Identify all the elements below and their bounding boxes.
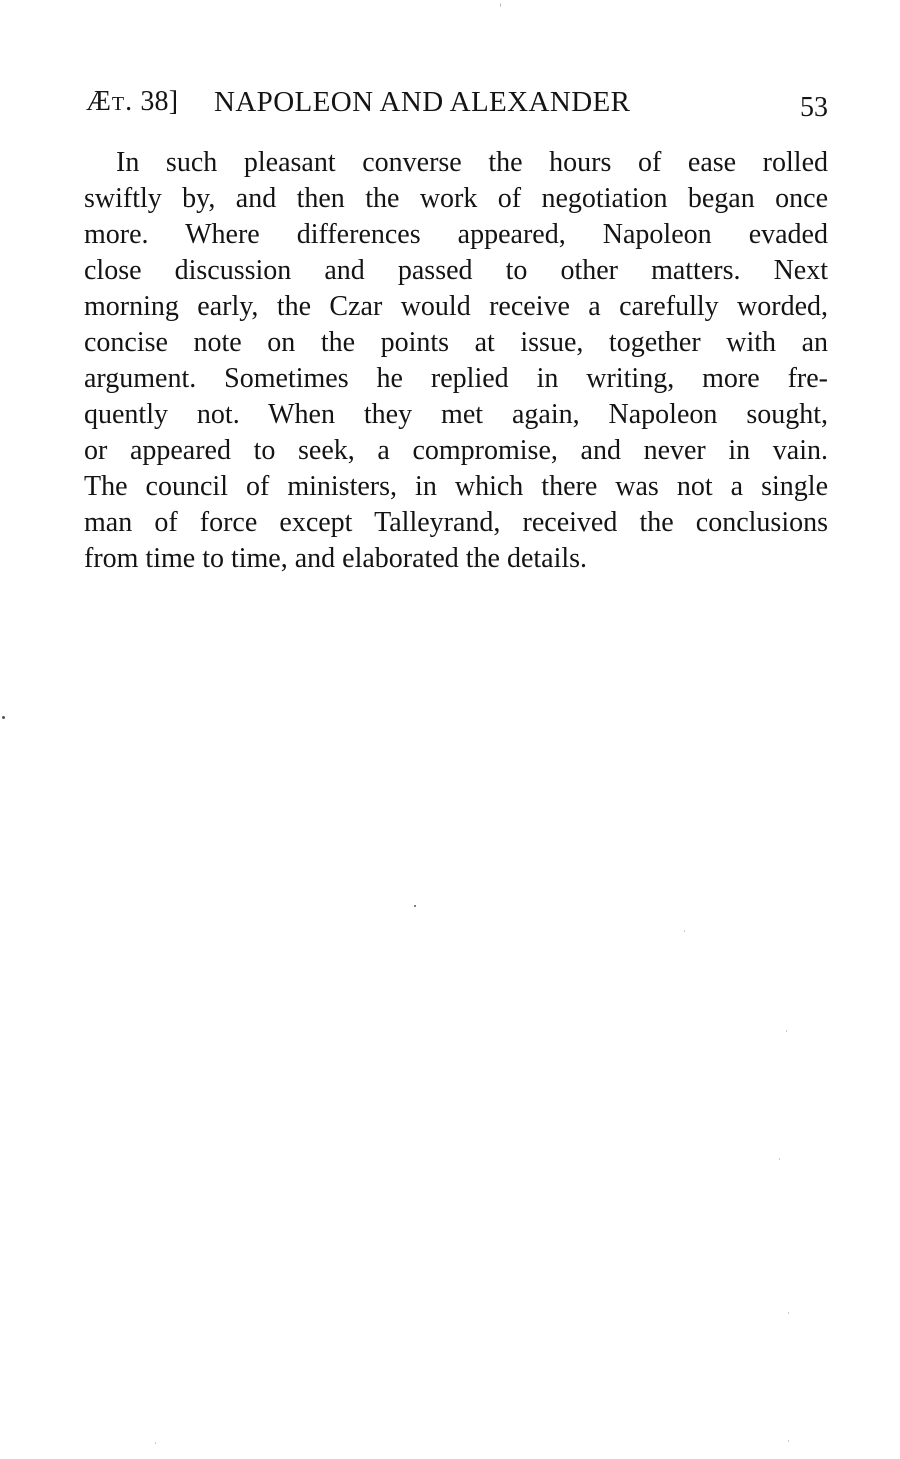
scan-speck — [788, 1440, 789, 1442]
scan-speck — [788, 1312, 789, 1314]
text-line: close discussion and passed to other matters. Next — [84, 255, 828, 286]
text-line: from time to time, and elaborated the details. — [84, 543, 588, 574]
scan-speck — [684, 930, 685, 932]
scan-speck — [155, 1442, 156, 1444]
text-line: morning early, the Czar would receive a carefully worded, — [84, 291, 828, 322]
age-number: 38] — [140, 86, 179, 117]
text-line: quently not. When they met again, Napoleon sought, — [84, 399, 828, 430]
page-number: 53 — [800, 92, 828, 123]
text-line: In such pleasant converse the hours of ease rolled — [116, 147, 828, 178]
text-line: or appeared to seek, a compromise, and never in vain. — [84, 435, 828, 466]
text-line: argument. Sometimes he replied in writing, more fre- — [84, 363, 828, 394]
scan-speck — [786, 1030, 787, 1032]
scan-speck — [779, 1158, 780, 1160]
text-line: The council of ministers, in which there was not a single — [84, 471, 828, 502]
scan-speck — [2, 716, 5, 719]
scan-speck — [500, 3, 501, 7]
running-head — [86, 80, 828, 124]
text-line: more. Where differences appeared, Napoleon evaded — [84, 219, 828, 250]
paragraph — [84, 145, 828, 577]
scan-speck — [414, 905, 416, 907]
chapter-age-label — [86, 86, 178, 118]
text-line: concise note on the points at issue, together with an — [84, 327, 828, 358]
running-title: NAPOLEON AND ALEXANDER — [214, 86, 631, 118]
age-abbreviation: Æt. — [86, 86, 134, 117]
text-line: swiftly by, and then the work of negotiation began once — [84, 183, 828, 214]
text-line: man of force except Talleyrand, received the conclusions — [84, 507, 828, 538]
